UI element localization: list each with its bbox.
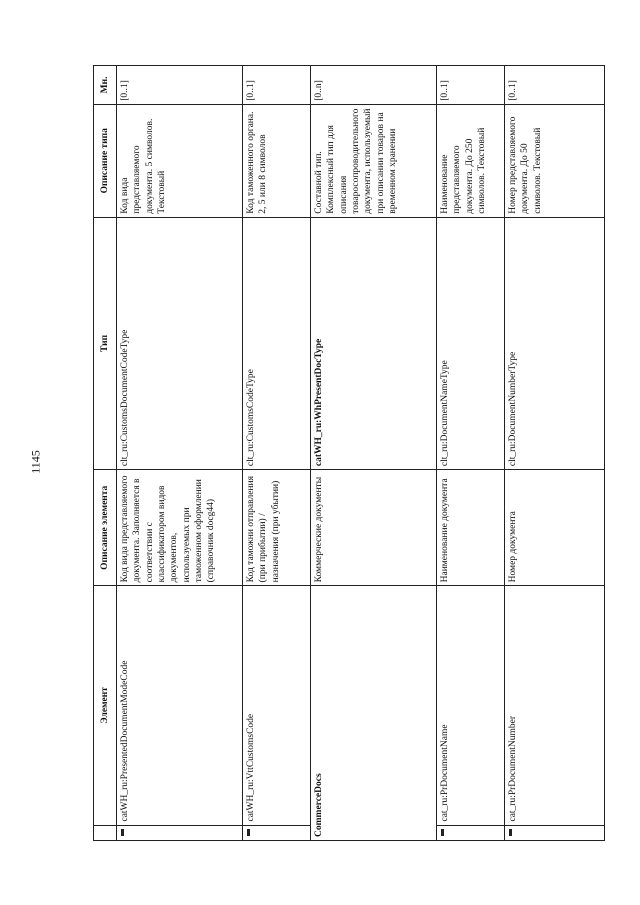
- cell-element-description: Номер документа: [505, 470, 605, 586]
- cell-element: cat_ru:PrDocumentName: [437, 586, 505, 825]
- header-gutter: [94, 825, 117, 840]
- header-element-description: Описание элемента: [94, 470, 117, 586]
- nesting-marker: [509, 829, 512, 836]
- rotated-page-content: [93, 65, 599, 841]
- cell-multiplicity: [0..1]: [117, 66, 243, 105]
- cell-type: clt_ru:CustomsDocumentCodeType: [117, 217, 243, 469]
- row-gutter: [243, 825, 311, 840]
- page-number: 1145: [28, 450, 43, 474]
- cell-type-description: Номер представляемого документа. До 50 символов. Текстовый: [505, 104, 605, 217]
- header-type-description: Описание типа: [94, 104, 117, 217]
- cell-multiplicity: [0..1]: [505, 66, 605, 105]
- cell-type-description: Наименование представляемого документа. До 250 символов. Текстовый: [437, 104, 505, 217]
- nesting-marker: [247, 829, 250, 836]
- cell-multiplicity: [0..n]: [311, 66, 437, 105]
- cell-type: clt_ru:DocumentNumberType: [505, 217, 605, 469]
- row-gutter: [117, 825, 243, 840]
- table-row: [437, 66, 505, 841]
- cell-element-description: Код вида представляемого документа. Заполняется в соответствии с классификатором видов документов, используемых при таможенном оформлении (справочник docg44): [117, 470, 243, 586]
- table-row: [117, 66, 243, 841]
- cell-element-description: Код таможни отправления (при прибытии) / назначения (при убытии): [243, 470, 311, 586]
- cell-element: cat_ru:PrDocumentNumber: [505, 586, 605, 825]
- cell-element-description: Наименование документа: [437, 470, 505, 586]
- cell-type-description: Код вида представляемого документа. 5 символов. Текстовый: [117, 104, 243, 217]
- cell-element-description: Коммерческие документы: [311, 470, 437, 586]
- cell-type: catWH_ru:WhPresentDocType: [311, 217, 437, 469]
- cell-type-description: Составной тип. Комплексный тип для описания товаросопроводительного документа, используемый при описании товаров на временном хранении: [311, 104, 437, 217]
- cell-type: clt_ru:DocumentNameType: [437, 217, 505, 469]
- nesting-marker: [121, 829, 124, 836]
- nesting-marker: [441, 829, 444, 836]
- cell-element: catWH_ru:PresentedDocumentModeCode: [117, 586, 243, 825]
- header-multiplicity: Мн.: [94, 66, 117, 105]
- table-row: [311, 66, 437, 841]
- cell-type-description: Код таможенного органа. 2, 5 или 8 символов: [243, 104, 311, 217]
- cell-multiplicity: [0..1]: [243, 66, 311, 105]
- cell-multiplicity: [0..1]: [437, 66, 505, 105]
- header-element: Элемент: [94, 586, 117, 825]
- row-gutter: [437, 825, 505, 840]
- table-header-row: [94, 66, 117, 841]
- header-type: Тип: [94, 217, 117, 469]
- cell-element: catWH_ru:VttCustomsCode: [243, 586, 311, 825]
- schema-table: [93, 65, 605, 841]
- table-row: [243, 66, 311, 841]
- cell-type: clt_ru:CustomsCodeType: [243, 217, 311, 469]
- cell-element: CommerceDocs: [311, 586, 437, 841]
- row-gutter: [505, 825, 605, 840]
- table-row: [505, 66, 605, 841]
